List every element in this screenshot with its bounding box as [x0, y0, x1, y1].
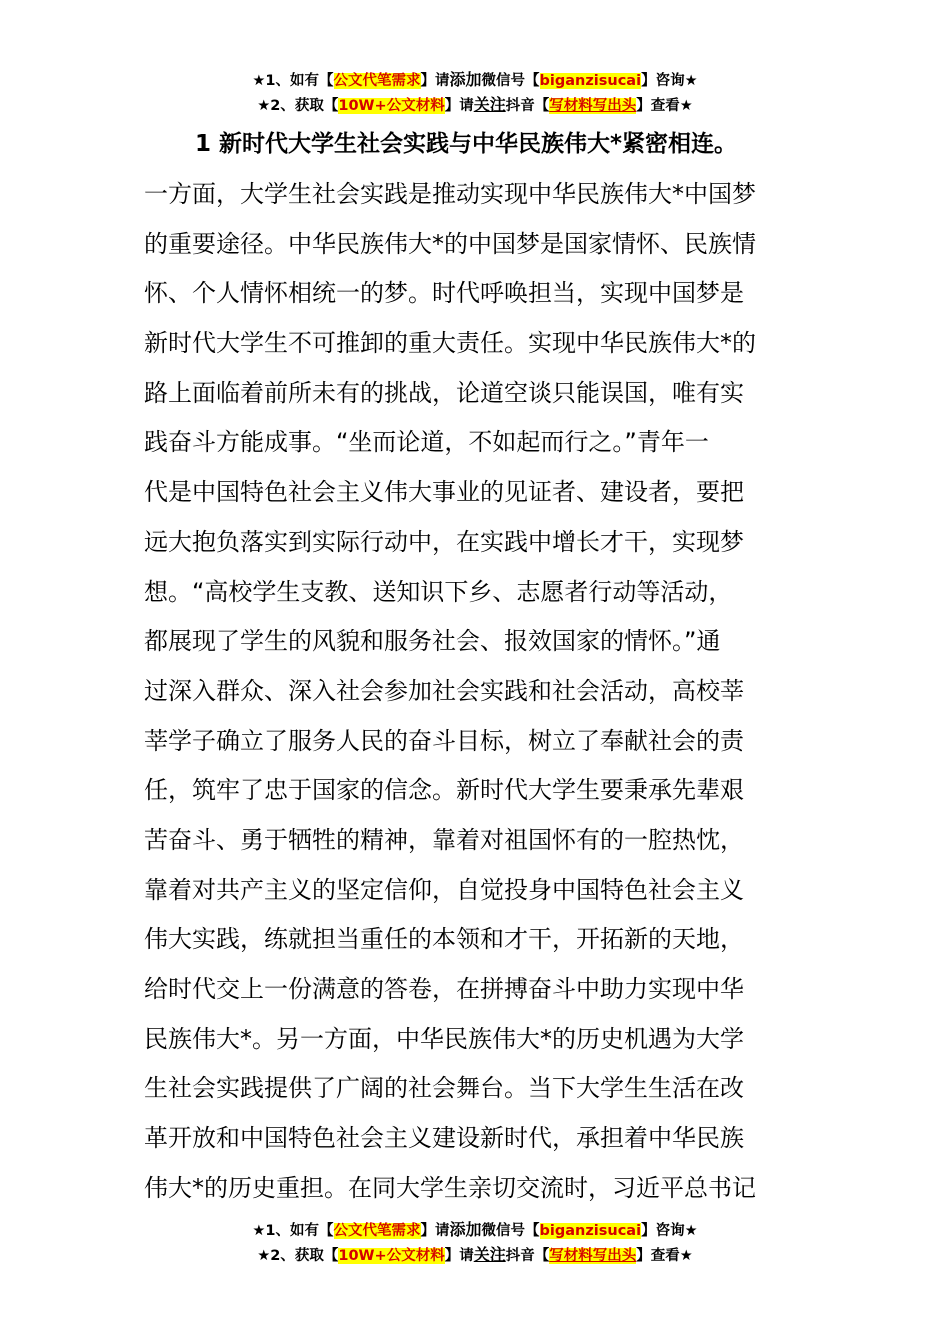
banner-emphasis: 添加: [449, 70, 482, 89]
body-line: 革开放和中国特色社会主义建设新时代，承担着中华民族: [144, 1124, 744, 1153]
body-line: 远大抱负落实到实际行动中，在实践中增长才干，实现梦: [144, 527, 744, 556]
banner-line-2: [0, 1243, 950, 1268]
body-line: 都展现了学生的风貌和服务社会、报效国家的情怀。”通: [144, 627, 721, 656]
banner-emphasis: 关注: [473, 95, 506, 114]
banner-text: 抖音【: [505, 98, 550, 114]
highlight-wechat-id: biganzisucai: [539, 1223, 642, 1239]
body-line: 代是中国特色社会主义伟大事业的见证者、建设者，要把: [144, 478, 744, 507]
highlight-materials: 10W+公文材料: [338, 98, 445, 114]
banner-text: 】查看★: [636, 98, 693, 114]
body-line: 怀、个人情怀相统一的梦。时代呼唤担当，实现中国梦是: [144, 279, 744, 308]
highlight-materials: 10W+公文材料: [338, 1248, 445, 1264]
banner-text: ★2、获取【: [257, 98, 339, 114]
body-paragraph: [144, 170, 804, 1213]
body-line: 靠着对共产主义的坚定信仰，自觉投身中国特色社会主义: [144, 875, 744, 904]
banner-text: ★1、如有【: [252, 73, 334, 89]
body-line: 路上面临着前所未有的挑战，论道空谈只能误国，唯有实: [144, 378, 744, 407]
body-line: 生社会实践提供了广阔的社会舞台。当下大学生生活在改: [144, 1074, 744, 1103]
highlight-service: 公文代笔需求: [333, 1223, 421, 1239]
body-line: 过深入群众、深入社会参加社会实践和社会活动，高校莘: [144, 676, 744, 705]
body-line: 践奋斗方能成事。“坐而论道，不如起而行之。”青年一: [144, 428, 709, 457]
banner-line-2: [0, 93, 950, 118]
banner-line-1: [0, 1218, 950, 1243]
body-line: 的重要途径。中华民族伟大*的中国梦是国家情怀、民族情: [144, 229, 756, 258]
body-line: 一方面，大学生社会实践是推动实现中华民族伟大*中国梦: [144, 180, 756, 208]
body-line: 莘学子确立了服务人民的奋斗目标，树立了奉献社会的责: [144, 726, 744, 755]
banner-text: 】请: [444, 1248, 474, 1264]
banner-text: 】请: [444, 98, 474, 114]
banner-text: 】请: [420, 73, 450, 89]
body-line: 伟大*的历史重担。在同大学生亲切交流时，习近平总书记: [144, 1173, 756, 1202]
body-line: 想。“高校学生支教、送知识下乡、志愿者行动等活动，: [144, 577, 733, 606]
highlight-douyin-account: 写材料写出头: [549, 98, 637, 114]
top-banner: [0, 68, 950, 118]
body-line: 给时代交上一份满意的答卷，在拼搏奋斗中助力实现中华: [144, 975, 744, 1003]
bottom-banner: [0, 1218, 950, 1268]
banner-text: 】咨询★: [641, 73, 698, 89]
banner-text: 】咨询★: [641, 1223, 698, 1239]
banner-text: 】查看★: [636, 1248, 693, 1264]
banner-text: 微信号【: [481, 1223, 540, 1239]
banner-text: 】请: [420, 1223, 450, 1239]
highlight-service: 公文代笔需求: [333, 73, 421, 89]
banner-emphasis: 添加: [449, 1220, 482, 1239]
body-line: 民族伟大*。另一方面，中华民族伟大*的历史机遇为大学: [144, 1024, 744, 1053]
body-line: 伟大实践，练就担当重任的本领和才干，开拓新的天地，: [144, 925, 744, 954]
banner-text: ★2、获取【: [257, 1248, 339, 1264]
banner-line-1: [0, 68, 950, 93]
section-heading: 1 新时代大学生社会实践与中华民族伟大*紧密相连。: [195, 131, 738, 157]
body-line: 任，筑牢了忠于国家的信念。新时代大学生要秉承先辈艰: [144, 776, 744, 805]
banner-emphasis: 关注: [473, 1245, 506, 1264]
highlight-douyin-account: 写材料写出头: [549, 1248, 637, 1264]
body-line: 新时代大学生不可推卸的重大责任。实现中华民族伟大*的: [144, 329, 756, 358]
banner-text: ★1、如有【: [252, 1223, 334, 1239]
banner-text: 抖音【: [505, 1248, 550, 1264]
banner-text: 微信号【: [481, 73, 540, 89]
highlight-wechat-id: biganzisucai: [539, 73, 642, 89]
body-line: 苦奋斗、勇于牺牲的精神，靠着对祖国怀有的一腔热忱，: [144, 825, 744, 854]
